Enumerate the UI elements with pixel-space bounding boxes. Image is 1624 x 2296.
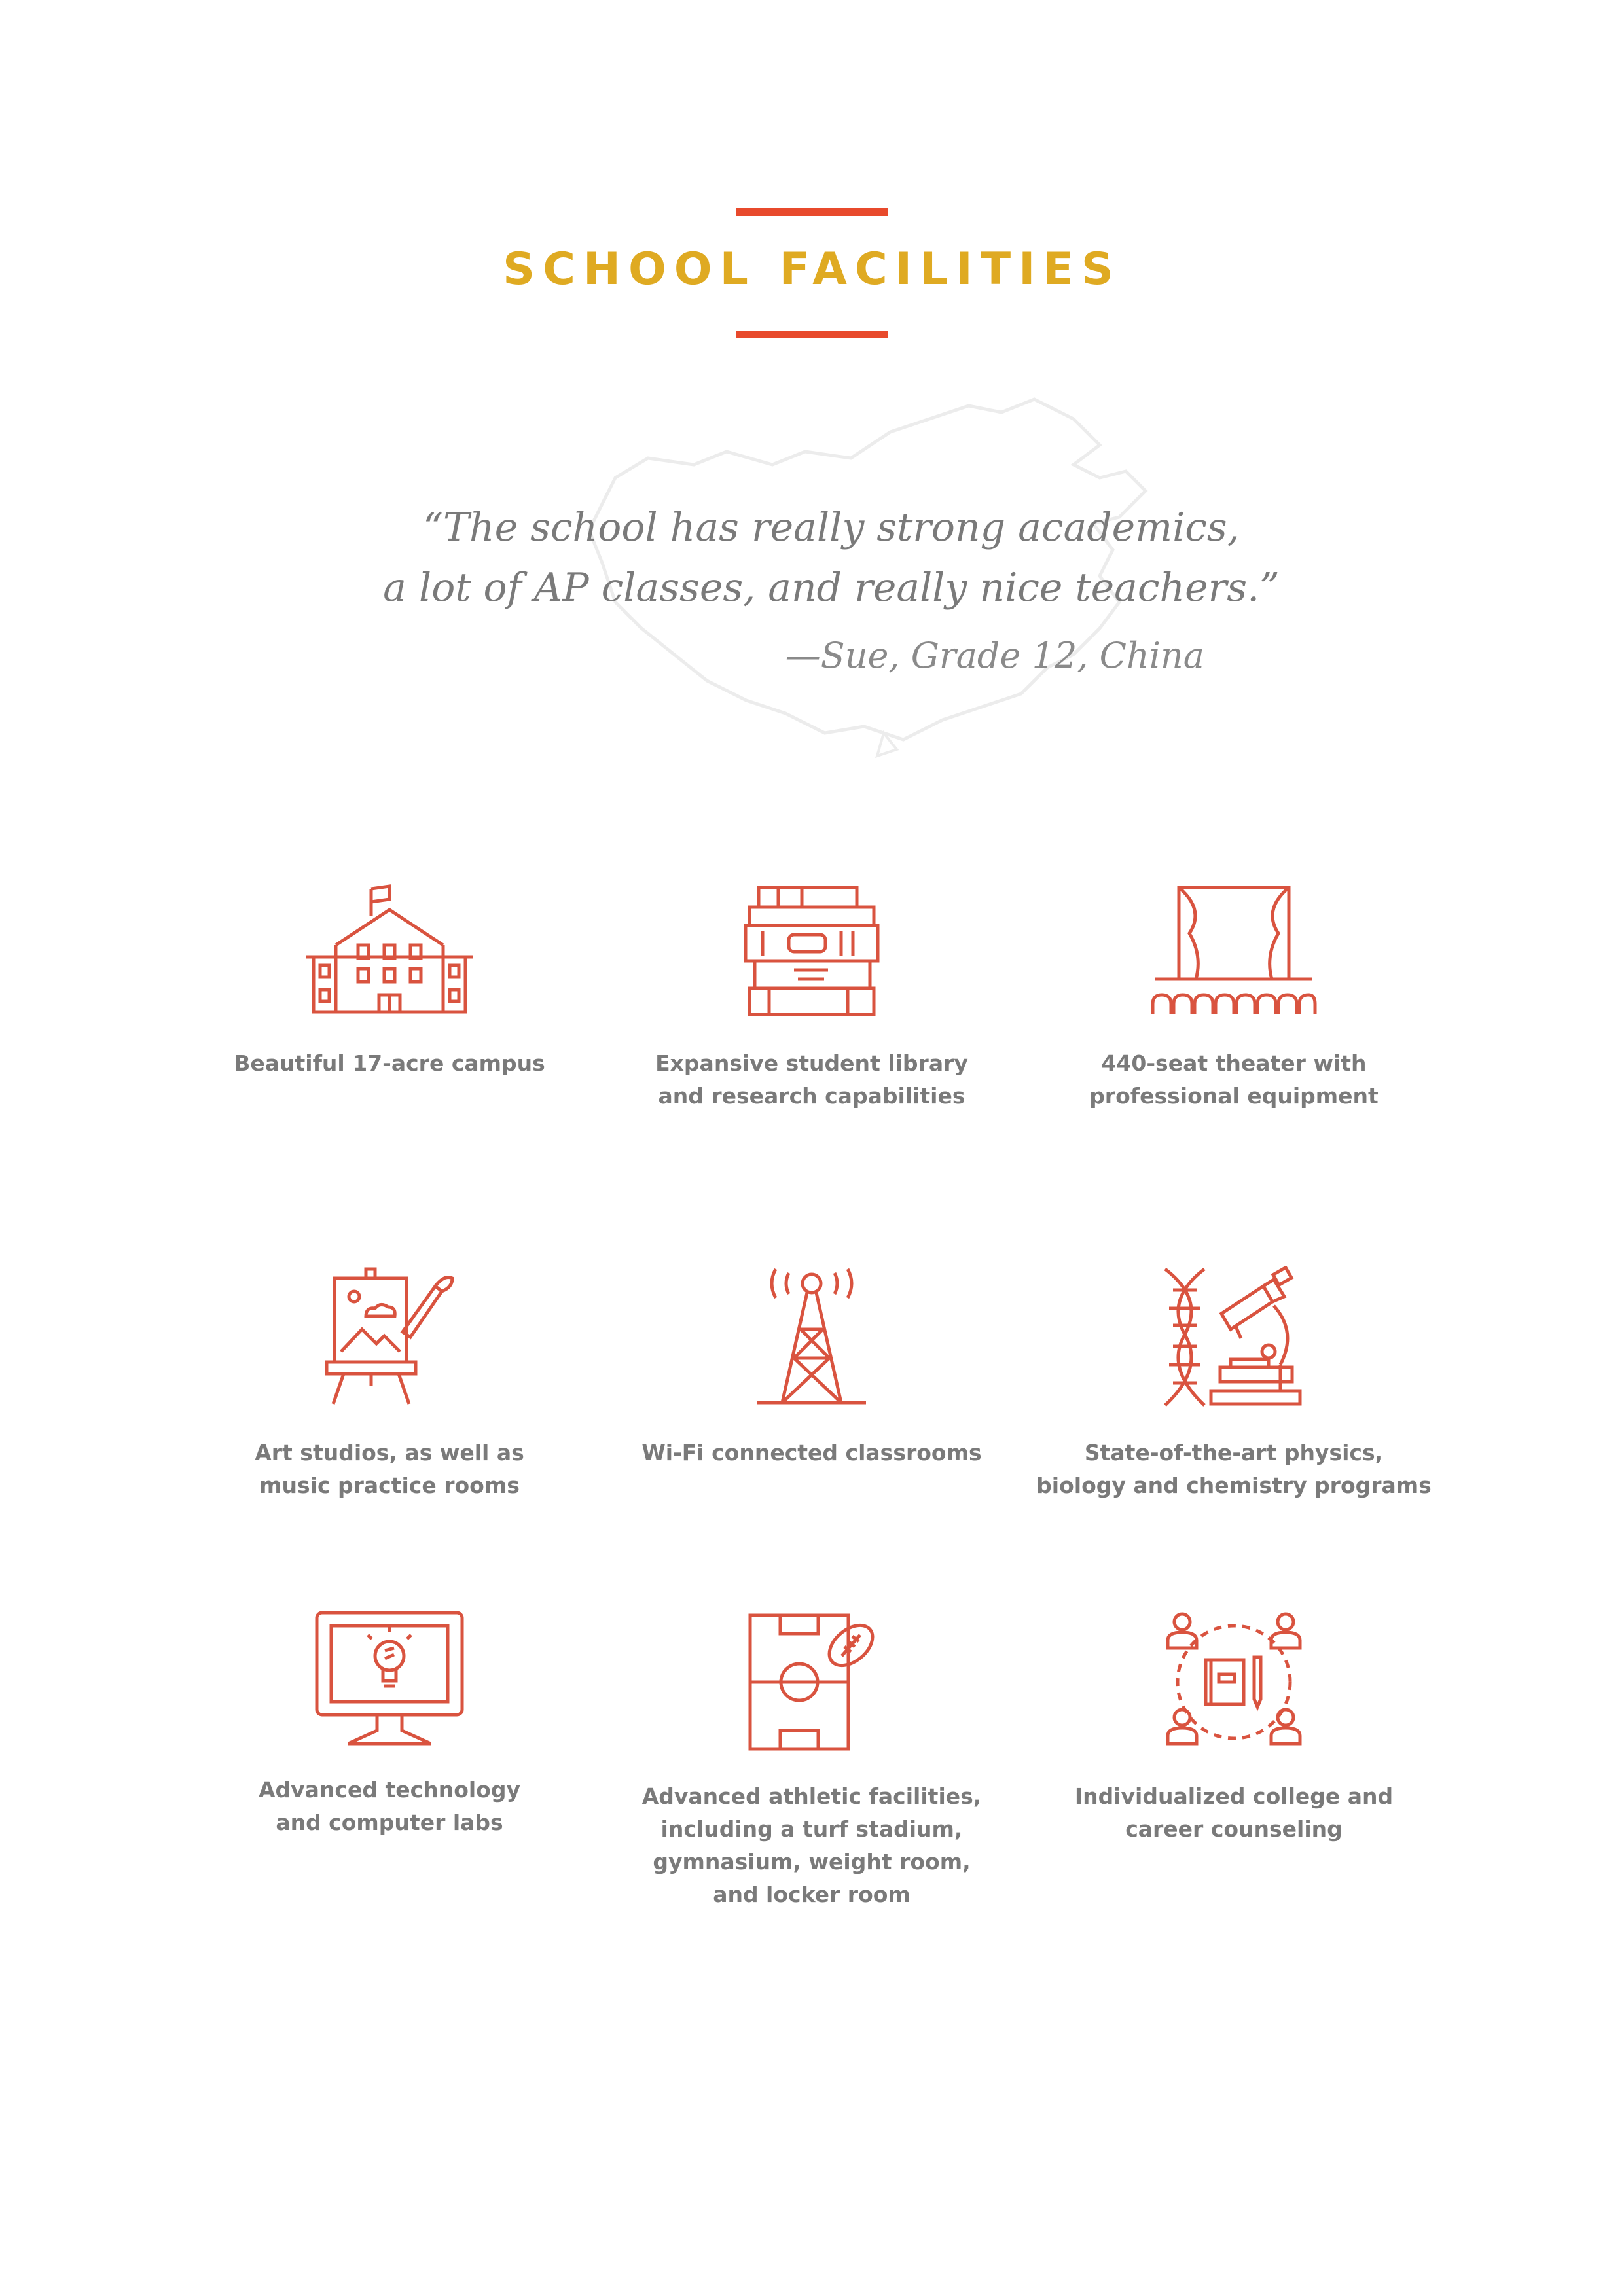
quote-line-1: “The school has really strong academics, (423, 505, 1240, 550)
testimonial-quote (367, 497, 1296, 618)
dna-microscope-icon (1159, 1266, 1309, 1410)
facility-caption: Individualized college and career counseling (1074, 1784, 1394, 1842)
facility-counseling (1005, 1610, 1463, 1846)
facility-caption: Beautiful 17-acre campus (234, 1050, 545, 1076)
facility-theater (1005, 884, 1463, 1113)
facility-caption: 440-seat theater with professional equipment (1089, 1050, 1379, 1109)
art-easel-icon (324, 1266, 455, 1410)
facility-art (160, 1266, 619, 1502)
facility-caption: Expansive student library and research capabilities (655, 1050, 968, 1109)
computer-monitor-icon (314, 1610, 465, 1748)
title-rule-top (736, 208, 888, 216)
facility-library (583, 884, 1041, 1113)
title-rule-bottom (736, 331, 888, 338)
library-books-icon (743, 884, 880, 1021)
facility-technology (160, 1610, 619, 1839)
facility-caption: Art studios, as well as music practice rooms (255, 1440, 524, 1498)
theater-stage-icon (1149, 884, 1319, 1021)
counseling-group-icon (1165, 1610, 1303, 1754)
football-field-icon (746, 1610, 877, 1754)
facility-caption: Advanced technology and computer labs (259, 1777, 520, 1835)
facility-wifi (583, 1266, 1041, 1469)
page-title: SCHOOL FACILITIES (503, 243, 1121, 295)
facility-athletics (583, 1610, 1041, 1911)
facility-science (1005, 1266, 1463, 1502)
quote-line-2: a lot of AP classes, and really nice teachers.” (383, 565, 1280, 611)
facility-campus (160, 884, 619, 1080)
wifi-tower-icon (756, 1266, 867, 1410)
quote-attribution: —Sue, Grade 12, China (785, 635, 1204, 676)
facility-caption: Wi-Fi connected classrooms (641, 1440, 982, 1465)
school-building-icon (304, 884, 475, 1021)
facility-caption: State-of-the-art physics, biology and chemistry programs (1036, 1440, 1432, 1498)
facility-caption: Advanced athletic facilities, including a turf stadium, gymnasium, weight room, and locker room (641, 1784, 982, 1907)
